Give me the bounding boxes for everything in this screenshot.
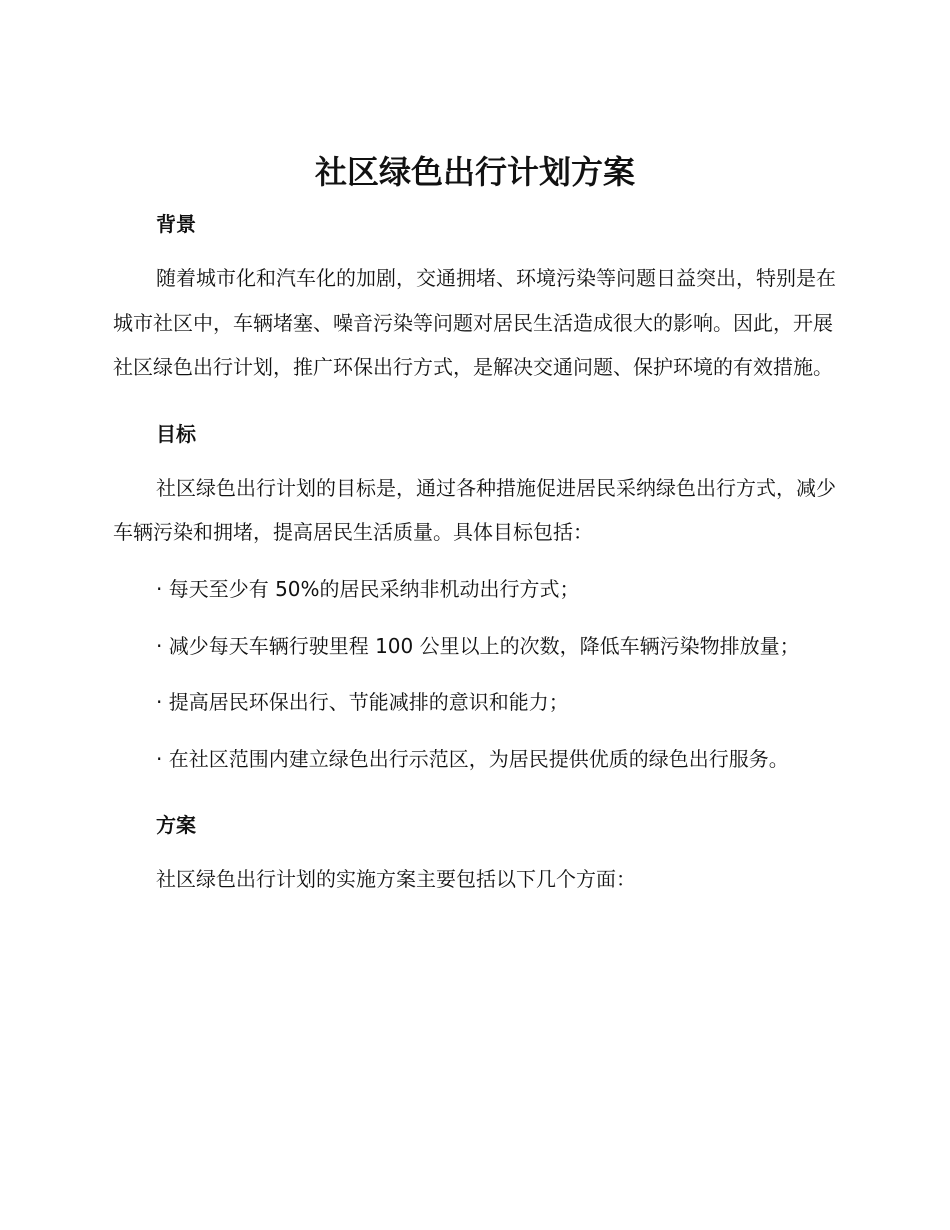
- list-item: · 减少每天车辆行驶里程 100 公里以上的次数，降低车辆污染物排放量；: [156, 633, 800, 658]
- section-heading: 目标: [156, 421, 196, 446]
- list-item: · 每天至少有 50%的居民采纳非机动出行方式；: [156, 576, 580, 601]
- list-item: · 提高居民环保出行、节能减排的意识和能力；: [156, 690, 569, 715]
- section-heading: 背景: [156, 212, 196, 236]
- section-background: [113, 202, 837, 390]
- section-heading: 方案: [156, 813, 196, 838]
- paragraph: 社区绿色出行计划的实施方案主要包括以下几个方面：: [156, 867, 636, 892]
- document-title: 社区绿色出行计划方案: [314, 153, 635, 191]
- list-item: · 在社区范围内建立绿色出行示范区，为居民提供优质的绿色出行服务。: [156, 746, 789, 771]
- document-body: [113, 202, 837, 902]
- section-goals: [113, 412, 837, 782]
- section-plan: [113, 803, 837, 902]
- paragraph: 随着城市化和汽车化的加剧，交通拥堵、环境污染等问题日益突出，特别是在城市社区中，车辆堵塞、噪音污染等问题对居民生活造成很大的影响。因此，开展社区绿色出行计划，推广环保出行方式，是解决交通问题、保护环境的有效措施。: [113, 266, 836, 380]
- paragraph: 社区绿色出行计划的目标是，通过各种措施促进居民采纳绿色出行方式，减少车辆污染和拥堵，提高居民生活质量。具体目标包括：: [113, 475, 836, 545]
